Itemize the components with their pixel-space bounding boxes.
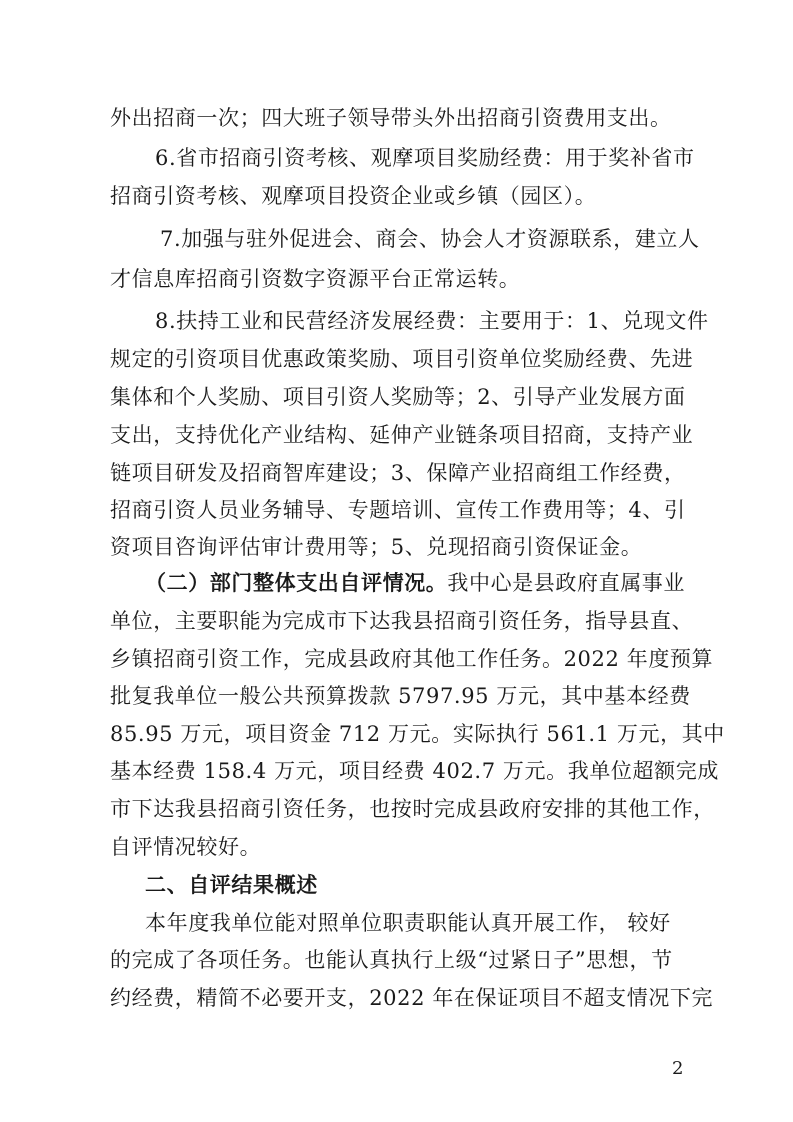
text-line: 规定的引资项目优惠政策奖励、项目引资单位奖励经费、先进 — [110, 347, 694, 371]
text-line: 才信息库招商引资数字资源平台正常运转。 — [110, 267, 521, 291]
section2-heading: （二）部门整体支出自评情况。 — [145, 570, 448, 595]
text-line: 链项目研发及招商智库建设；3、保障产业招商组工作经费， — [110, 461, 686, 485]
section-heading: 二、自评结果概述 — [145, 872, 318, 897]
text-line: 的完成了各项任务。也能认真执行上级“过紧日子”思想，节 — [110, 948, 673, 972]
text-line: 市下达我县招商引资任务，也按时完成县政府安排的其他工作， — [110, 797, 715, 821]
text-line: 7.加强与驻外促进会、商会、协会人才资源联系，建立人 — [160, 227, 700, 251]
text-line: 外出招商一次；四大班子领导带头外出招商引资费用支出。 — [110, 106, 672, 130]
text-line: 本年度我单位能对照单位职责职能认真开展工作， 较好 — [145, 911, 671, 935]
text-line: 单位，主要职能为完成市下达我县招商引资任务，指导县直、 — [110, 609, 694, 633]
text-line: 集体和个人奖励、项目引资人奖励等；2、引导产业发展方面 — [110, 385, 686, 409]
text-line: 85.95 万元，项目资金 712 万元。实际执行 561.1 万元，其中 — [110, 722, 725, 746]
section2-first-line — [145, 569, 725, 597]
text-line: 自评情况较好。 — [110, 835, 262, 859]
text-line: 乡镇招商引资工作，完成县政府其他工作任务。2022 年度预算 — [110, 647, 714, 671]
page-number: 2 — [672, 1058, 684, 1079]
text-line: 基本经费 158.4 万元，项目经费 402.7 万元。我单位超额完成 — [110, 759, 719, 783]
text-line: 招商引资考核、观摩项目投资企业或乡镇（园区）。 — [110, 184, 597, 208]
text-line: 支出，支持优化产业结构、延伸产业链条项目招商，支持产业 — [110, 423, 694, 447]
text-line: 6.省市招商引资考核、观摩项目奖励经费：用于奖补省市 — [155, 146, 695, 170]
text-line: 资项目咨询评估审计费用等；5、兑现招商引资保证金。 — [110, 535, 643, 559]
text-line: 批复我单位一般公共预算拨款 5797.95 万元，其中基本经费 — [110, 684, 691, 708]
text-line: 约经费，精简不必要开支，2022 年在保证项目不超支情况下完 — [110, 986, 714, 1010]
section2-text: 我中心是县政府直属事业 — [447, 571, 686, 595]
text-line: 8.扶持工业和民营经济发展经费：主要用于：1、兑现文件 — [155, 309, 709, 333]
text-line: 招商引资人员业务辅导、专题培训、宣传工作费用等；4、引 — [110, 498, 686, 522]
